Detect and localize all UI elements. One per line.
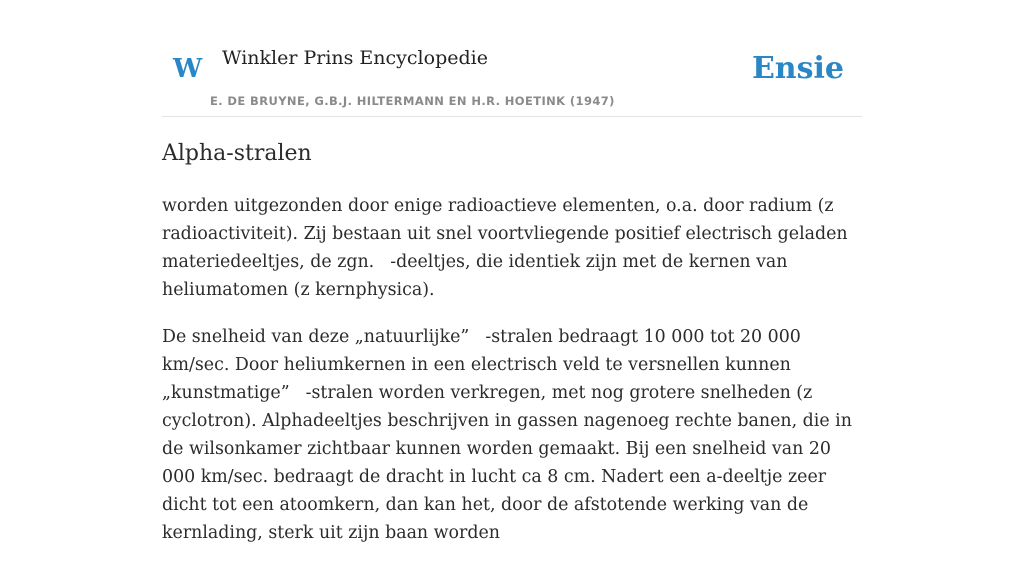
p2-text-4: ). Alphadeeltjes beschrijven in gassen nagenoeg rechte banen, die in de wilsonkamer zichtbaar kunnen worden gemaakt. Bij een snelheid van 20 000 km/sec. bedraagt de dracht in lucht ca 8 cm. Nadert een a-deeltje zeer dicht tot een atoomkern, dan kan het, door de afstotende werking van de kernlading, sterk uit zijn baan worden xyxy=(162,411,852,543)
paragraph-2 xyxy=(162,323,862,547)
article-body xyxy=(162,192,862,566)
article-title: Alpha-stralen xyxy=(162,141,312,166)
link-kernphysica[interactable]: z kernphysica xyxy=(300,280,423,300)
link-radioactiviteit[interactable]: z radioactiviteit xyxy=(162,196,834,244)
p1-text-4: ). xyxy=(422,280,435,300)
ensie-logo[interactable]: Ensie xyxy=(751,51,844,86)
site-header xyxy=(162,40,862,117)
link-cyclotron[interactable]: z cyclotron xyxy=(162,383,813,431)
p1-text-1: worden uitgezonden door enige radioactieve elementen, o.a. door radium ( xyxy=(162,196,825,216)
authors-subtitle: E. DE BRUYNE, G.B.J. HILTERMANN EN H.R. HOETINK (1947) xyxy=(210,94,615,108)
p1-text-3: -deeltjes, die identiek zijn met de kernen van heliumatomen ( xyxy=(162,252,788,300)
paragraph-1 xyxy=(162,192,862,304)
site-title[interactable]: Winkler Prins Encyclopedie xyxy=(222,47,488,69)
wp-logo[interactable]: W xyxy=(173,54,203,84)
p1-text-2: ). Zij bestaan uit snel voortvliegende positief electrisch geladen materiedeeltjes, de zgn. xyxy=(162,224,848,272)
p2-text-2: -stralen bedraagt 10 000 tot 20 000 km/sec. Door heliumkernen in een electrisch veld te versnellen kunnen „kunstmatige” xyxy=(162,327,801,403)
p2-text-1: De snelheid van deze „natuurlijke” xyxy=(162,327,470,347)
p2-text-3: -stralen worden verkregen, met nog grotere snelheden ( xyxy=(305,383,804,403)
